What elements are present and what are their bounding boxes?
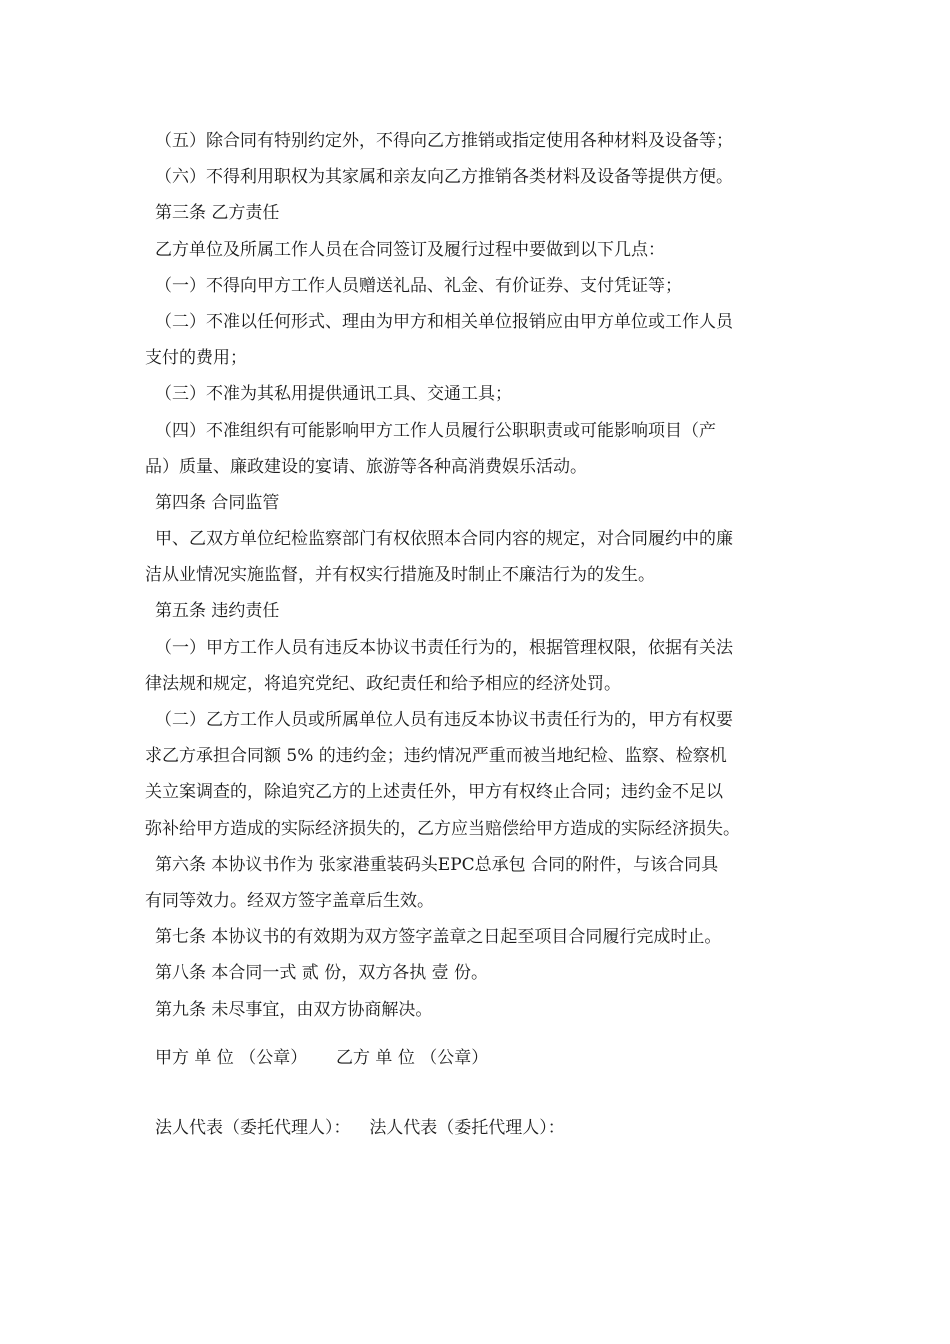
party-a-rep-label: 法人代表（委托代理人）：: [155, 1118, 351, 1138]
document-line: （四）不准组织有可能影响甲方工作人员履行公职职责或可能影响项目（产: [155, 420, 716, 441]
document-line: 第八条 本合同一式 贰 份，双方各执 壹 份。: [155, 963, 489, 984]
document-line: 第三条 乙方责任: [155, 203, 280, 224]
document-line: 乙方单位及所属工作人员在合同签订及履行过程中要做到以下几点：: [155, 239, 665, 260]
document-line: （二）不准以任何形式、理由为甲方和相关单位报销应由甲方单位或工作人员: [155, 311, 733, 332]
document-line: 甲、乙双方单位纪检监察部门有权依照本合同内容的规定，对合同履约中的廉: [155, 529, 733, 550]
document-line: 品）质量、廉政建设的宴请、旅游等各种高消费娱乐活动。: [145, 456, 587, 477]
document-line: 律法规和规定，将追究党纪、政纪责任和给予相应的经济处罚。: [145, 673, 621, 694]
signature-reps-row: [155, 1113, 565, 1138]
document-line: 第五条 违约责任: [155, 601, 280, 622]
document-line: 求乙方承担合同额 5% 的违约金；违约情况严重而被当地纪检、监察、检察机: [145, 746, 727, 767]
document-line: 有同等效力。经双方签字盖章后生效。: [145, 890, 434, 911]
document-line: 弥补给甲方造成的实际经济损失的，乙方应当赔偿给甲方造成的实际经济损失。: [145, 818, 740, 839]
document-body: [145, 123, 810, 1028]
party-b-rep-label: 法人代表（委托代理人）：: [369, 1118, 565, 1138]
document-line: （三）不准为其私用提供通讯工具、交通工具；: [155, 384, 512, 405]
document-line: 第七条 本协议书的有效期为双方签字盖章之日起至项目合同履行完成时止。: [155, 927, 722, 948]
document-line: 第六条 本协议书作为 张家港重装码头EPC总承包 合同的附件，与该合同具: [155, 854, 719, 875]
document-line: 关立案调查的，除追究乙方的上述责任外，甲方有权终止合同；违约金不足以: [145, 782, 723, 803]
document-line: （五）除合同有特别约定外，不得向乙方推销或指定使用各种材料及设备等；: [155, 131, 733, 151]
document-line: 洁从业情况实施监督，并有权实行措施及时制止不廉洁行为的发生。: [145, 565, 655, 586]
signature-units-row: [155, 1043, 488, 1068]
party-a-unit-label: 甲方 单 位 （公章）: [155, 1048, 308, 1068]
document-line: （一）甲方工作人员有违反本协议书责任行为的，根据管理权限，依据有关法: [155, 637, 733, 658]
document-line: 第四条 合同监管: [155, 492, 280, 513]
document-line: 支付的费用；: [145, 348, 247, 369]
document-line: （一）不得向甲方工作人员赠送礼品、礼金、有价证券、支付凭证等；: [155, 275, 682, 296]
party-b-unit-label: 乙方 单 位 （公章）: [336, 1048, 489, 1068]
document-line: （六）不得利用职权为其家属和亲友向乙方推销各类材料及设备等提供方便。: [155, 167, 733, 188]
document-line: 第九条 未尽事宜，由双方协商解决。: [155, 999, 433, 1020]
document-line: （二）乙方工作人员或所属单位人员有违反本协议书责任行为的，甲方有权要: [155, 710, 733, 730]
